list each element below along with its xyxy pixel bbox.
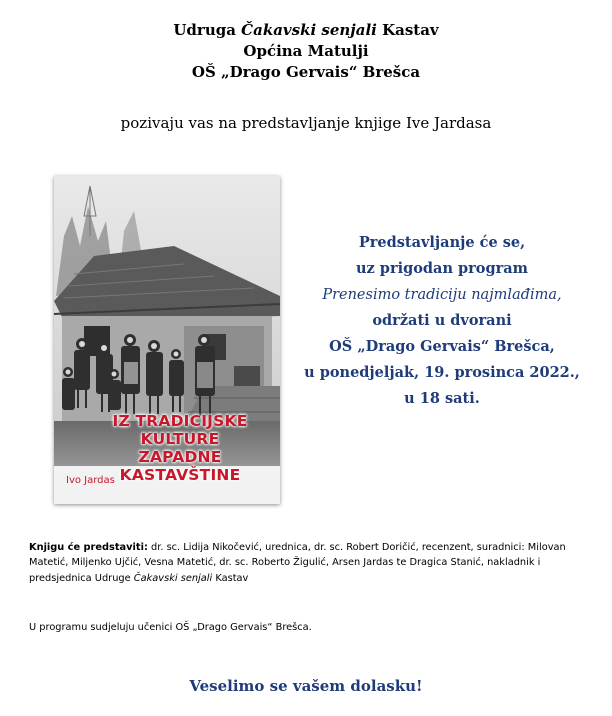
presenters-text: dr. sc. Lidija Nikočević, urednica, dr. sc. Robert Doričić, recenzent, suradnici: Milovan Matetić, Miljenko Ujčić, Vesna Matetić, dr. sc. Roberto Žigulić, Arsen Jardas te Dragica Stanić, nakladnik i predsjednica Udruge: [29, 542, 566, 584]
organizer-1-prefix: Udruga: [173, 21, 242, 39]
book-title-line: ZAPADNE: [138, 448, 222, 466]
organizer-line-2: Općina Matulji: [243, 42, 369, 60]
program-title: Prenesimo tradiciju najmlađima,: [322, 287, 562, 303]
book-title-line: KULTURE: [140, 430, 220, 448]
organizer-1-suffix: Kastav: [376, 21, 439, 39]
program-note: U programu sudjeluju učenici OŠ „Drago Gervais“ Brešca.: [29, 622, 312, 633]
venue: OŠ „Drago Gervais“ Brešca,: [329, 338, 555, 355]
book-title: [86, 412, 274, 484]
event-date: u ponedjeljak, 19. prosinca 2022.,: [304, 364, 580, 381]
details-line: uz prigodan program: [355, 260, 528, 277]
book-title-line: IZ TRADICIJSKE: [112, 412, 248, 430]
details-line: održati u dvorani: [372, 312, 512, 329]
details-line: Predstavljanje će se,: [358, 234, 526, 251]
book-title-line: KASTAVŠTINE: [119, 466, 241, 484]
invitation-text: pozivaju vas na predstavljanje knjige Ive Jardasa: [120, 114, 492, 132]
association-name: Čakavski senjali: [133, 572, 213, 584]
welcome-message: Veselimo se vašem dolasku!: [189, 677, 423, 695]
organizer-line-1: [0, 20, 612, 41]
presenters-label: Knjigu će predstaviti:: [29, 542, 148, 553]
event-details: [298, 230, 586, 412]
presenters-paragraph: [29, 540, 589, 586]
organizer-1-name: Čakavski senjali: [241, 21, 377, 39]
event-time: u 18 sati.: [404, 390, 480, 407]
book-author: Ivo Jardas: [66, 475, 115, 486]
organizer-line-3: OŠ „Drago Gervais“ Brešca: [191, 63, 421, 81]
presenters-text-end: Kastav: [212, 572, 249, 584]
